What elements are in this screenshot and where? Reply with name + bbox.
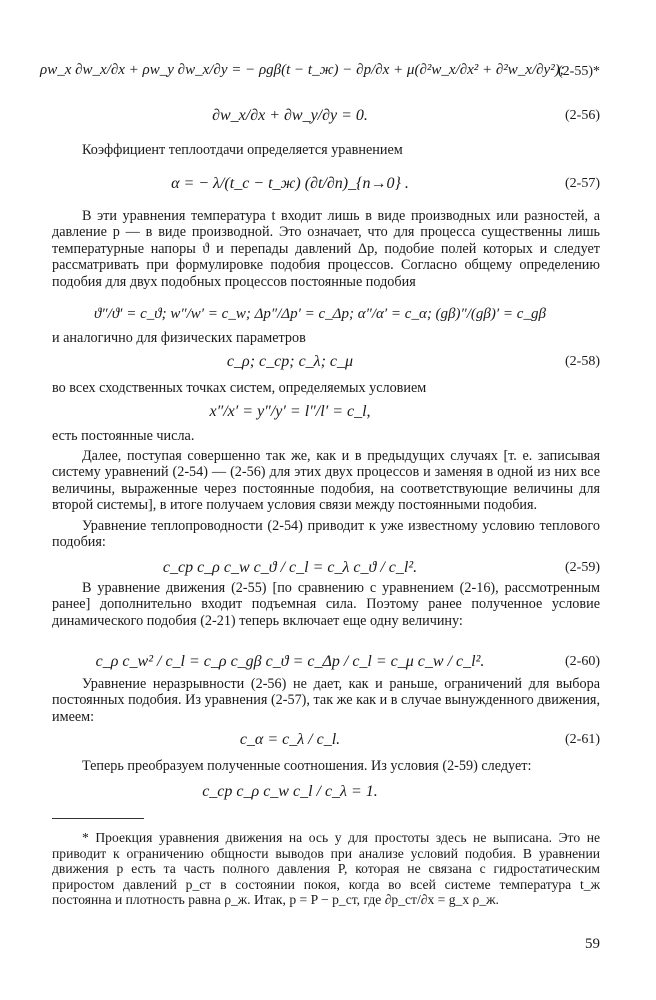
footnote-divider xyxy=(52,818,144,819)
equation-body: ∂w_x/∂x + ∂w_y/∂y = 0. xyxy=(212,107,368,124)
paragraph: есть постоянные числа. xyxy=(52,428,195,444)
equation-2-61 xyxy=(40,728,600,752)
paragraph: во всех сходственных точках систем, определяемых условием xyxy=(52,380,427,396)
equation-length-similarity xyxy=(40,400,600,424)
equation-body: ρw_x ∂w_x/∂x + ρw_y ∂w_x/∂y = − ρgβ(t − t_ж) − ∂p/∂x + μ(∂²w_x/∂x² + ∂²w_x/∂y²); xyxy=(40,62,565,78)
equation-2-59 xyxy=(40,554,600,582)
equation-number: (2-57) xyxy=(565,176,600,191)
equation-body: c_ρ; c_cp; c_λ; c_μ xyxy=(226,353,354,370)
equation-2-60 xyxy=(40,648,600,676)
equation-number: (2-60) xyxy=(565,654,600,669)
equation-number: (2-55)* xyxy=(558,64,600,79)
equation-2-57 xyxy=(40,164,600,204)
equation-number: (2-59) xyxy=(565,560,600,575)
paragraph: В эти уравнения температура t входит лишь в виде производных или разностей, а давление p — в виде производной. Это означает, что для процесса существенны лишь температурные напоры ϑ и перепады давлений Δp, подобие полей которых и следует рассматривать при формулировке подобия процессов. Согласно общему определению подобия для двух подобных процессов постоянные подобия xyxy=(52,208,600,290)
equation-body: c_cp c_ρ c_w c_l / c_λ = 1. xyxy=(202,783,378,800)
paragraph: Уравнение неразрывности (2-56) не дает, как и раньше, ограничений для выбора постоянных подобия. Из уравнения (2-57), так же как и в случае вынужденного движения, имеем: xyxy=(52,676,600,725)
equation-number: (2-58) xyxy=(565,354,600,369)
paragraph: Уравнение теплопроводности (2-54) приводит к уже известному условию теплового подобия: xyxy=(52,518,600,551)
equation-2-56 xyxy=(40,96,600,136)
paragraph: Теперь преобразуем полученные соотношения. Из условия (2-59) следует: xyxy=(82,758,532,774)
paragraph: В уравнение движения (2-55) [по сравнению с уравнением (2-16), рассмотренным ранее] дополнительно входит подъемная сила. Поэтому ранее полученное условие динамического подобия (2-21) теперь включает еще одну величину: xyxy=(52,580,600,629)
footnote: * Проекция уравнения движения на ось y для простоты здесь не выписана. Это не приводит к ограничению общности выводов при анализе условий подобия. В уравнении движения p есть та часть полного давления P, которая не связана с гидростатическим приростом давлений p_ст в состоянии покоя, когда во всей системе температура t_ж постоянна и плотность равна ρ_ж. Итак, p = P − p_ст, где ∂p_ст/∂x = g_x ρ_ж. xyxy=(52,830,600,908)
paragraph: Далее, поступая совершенно так же, как и в предыдущих случаях [т. е. записывая систему уравнений (2-54) — (2-56) для этих двух процессов и заменяя в одной из них все величины, выраженные через постоянные подобия, на соответствующие величины для второй системы], в итоге получаем условия связи между постоянными подобия. xyxy=(52,448,600,514)
equation-2-55 xyxy=(40,50,600,90)
equation-body: c_ρ c_w² / c_l = c_ρ c_gβ c_ϑ = c_Δp / c_l = c_μ c_w / c_l². xyxy=(95,653,485,670)
equation-body: x″/x′ = y″/y′ = l″/l′ = c_l, xyxy=(209,403,371,420)
equation-body: c_α = c_λ / c_l. xyxy=(239,731,341,748)
equation-final xyxy=(40,780,600,804)
equation-body: ϑ″/ϑ′ = c_ϑ; w″/w′ = c_w; Δp″/Δp′ = c_Δp; α″/α′ = c_α; (gβ)″/(gβ)′ = c_gβ xyxy=(94,306,546,322)
page-number: 59 xyxy=(585,936,600,952)
equation-body: c_cp c_ρ c_w c_ϑ / c_l = c_λ c_ϑ / c_l². xyxy=(162,559,418,576)
paragraph: Коэффициент теплоотдачи определяется уравнением xyxy=(82,142,403,158)
equation-body: α = − λ/(t_c − t_ж) (∂t/∂n)_{n→0} . xyxy=(171,175,409,192)
equation-number: (2-61) xyxy=(565,732,600,747)
equation-2-58 xyxy=(40,350,600,374)
paragraph: и аналогично для физических параметров xyxy=(52,330,306,346)
equation-number: (2-56) xyxy=(565,108,600,123)
equation-similarity-constants xyxy=(40,304,600,326)
